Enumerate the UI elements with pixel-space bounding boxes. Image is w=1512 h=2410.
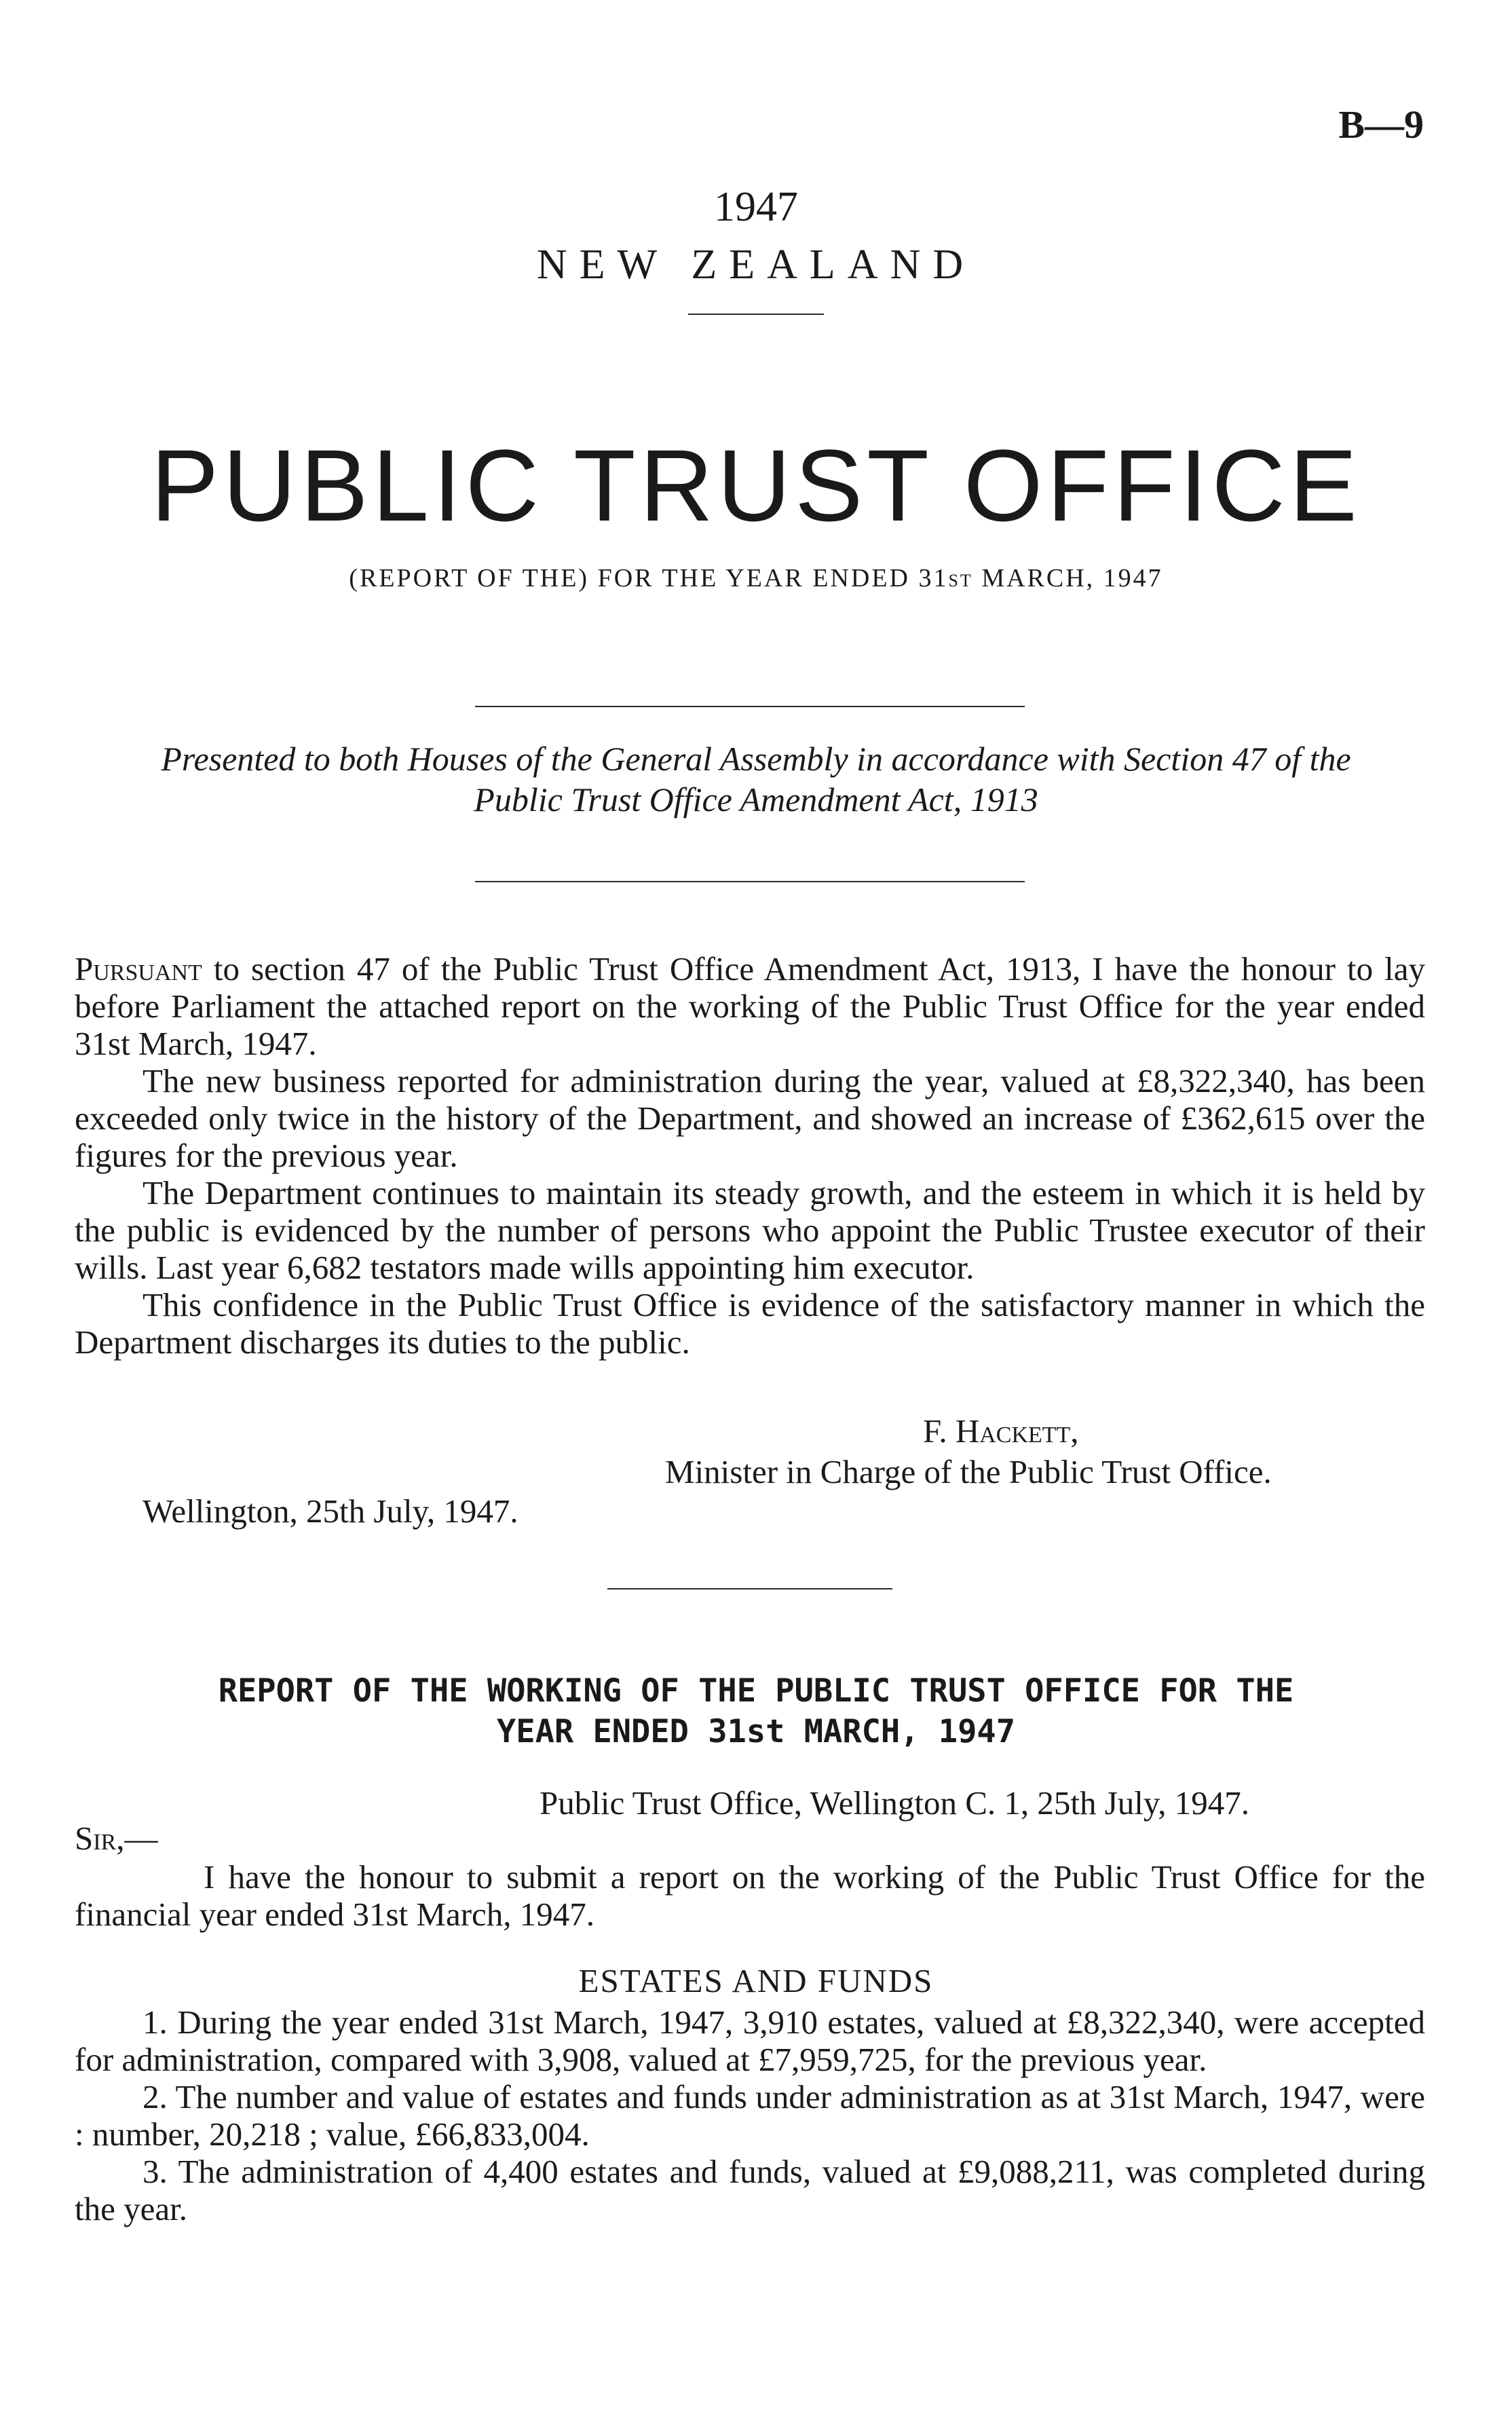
paragraph: I have the honour to submit a report on the working of the Public Trust Office for the financial year ended 31st March, 1947. [75, 1858, 1425, 1933]
page-code: B—9 [1338, 102, 1424, 147]
report-heading [0, 1671, 1512, 1752]
place-date: Wellington, 25th July, 1947. [143, 1492, 518, 1530]
report-intro [75, 1858, 1425, 1933]
page-title: PUBLIC TRUST OFFICE [151, 428, 1361, 542]
list-item: 1. During the year ended 31st March, 1947, 3,910 estates, valued at £8,322,340, were accepted for administration, compared with 3,908, valued at £7,959,725, for the previous year. [75, 2003, 1425, 2078]
paragraph: Pursuant to section 47 of the Public Trust Office Amendment Act, 1913, I have the honour to lay before Parliament the attached report on the working of the Public Trust Office for the year ended 31st March, 1947. [75, 950, 1425, 1062]
presented-line-1: Presented to both Houses of the General Assembly in accordance with Section 47 of the [161, 740, 1351, 778]
subtitle: (REPORT OF THE) FOR THE YEAR ENDED 31ST MARCH, 1947 [349, 564, 1163, 592]
divider [475, 881, 1025, 882]
divider [688, 314, 824, 315]
divider [475, 706, 1025, 707]
section-heading: ESTATES AND FUNDS [578, 1962, 934, 1999]
signer-name: F. Hackett, [923, 1412, 1079, 1450]
estates-list [75, 2003, 1425, 2227]
presented-line-2: Public Trust Office Amendment Act, 1913 [474, 780, 1038, 818]
paragraph: This confidence in the Public Trust Office is evidence of the satisfactory manner in which the Department discharges its duties to the public. [75, 1286, 1425, 1361]
salutation: Sir,— [75, 1820, 158, 1857]
list-item: 3. The administration of 4,400 estates and funds, valued at £9,088,211, was completed during the year. [75, 2153, 1425, 2227]
year: 1947 [714, 184, 798, 230]
report-heading-line-1: REPORT OF THE WORKING OF THE PUBLIC TRUST OFFICE FOR THE [218, 1672, 1294, 1710]
paragraph: The new business reported for administration during the year, valued at £8,322,340, has been exceeded only twice in the history of the Department, and showed an increase of £362,615 over the figures for the previous year. [75, 1062, 1425, 1174]
list-item: 2. The number and value of estates and funds under administration as at 31st March, 1947, were : number, 20,218 ; value, £66,833,004. [75, 2078, 1425, 2153]
presented-statement [0, 738, 1512, 820]
country: NEW ZEALAND [536, 242, 976, 288]
paragraph: The Department continues to maintain its steady growth, and the esteem in which it is held by the public is evidenced by the number of persons who appoint the Public Trustee executor of their wills. Last year 6,682 testators made wills appointing him executor. [75, 1174, 1425, 1286]
report-address: Public Trust Office, Wellington C. 1, 25th July, 1947. [540, 1784, 1249, 1822]
divider [607, 1588, 892, 1589]
report-heading-line-2: YEAR ENDED 31st MARCH, 1947 [496, 1713, 1015, 1750]
signer-title: Minister in Charge of the Public Trust Office. [665, 1453, 1272, 1490]
minister-letter [75, 950, 1425, 1361]
